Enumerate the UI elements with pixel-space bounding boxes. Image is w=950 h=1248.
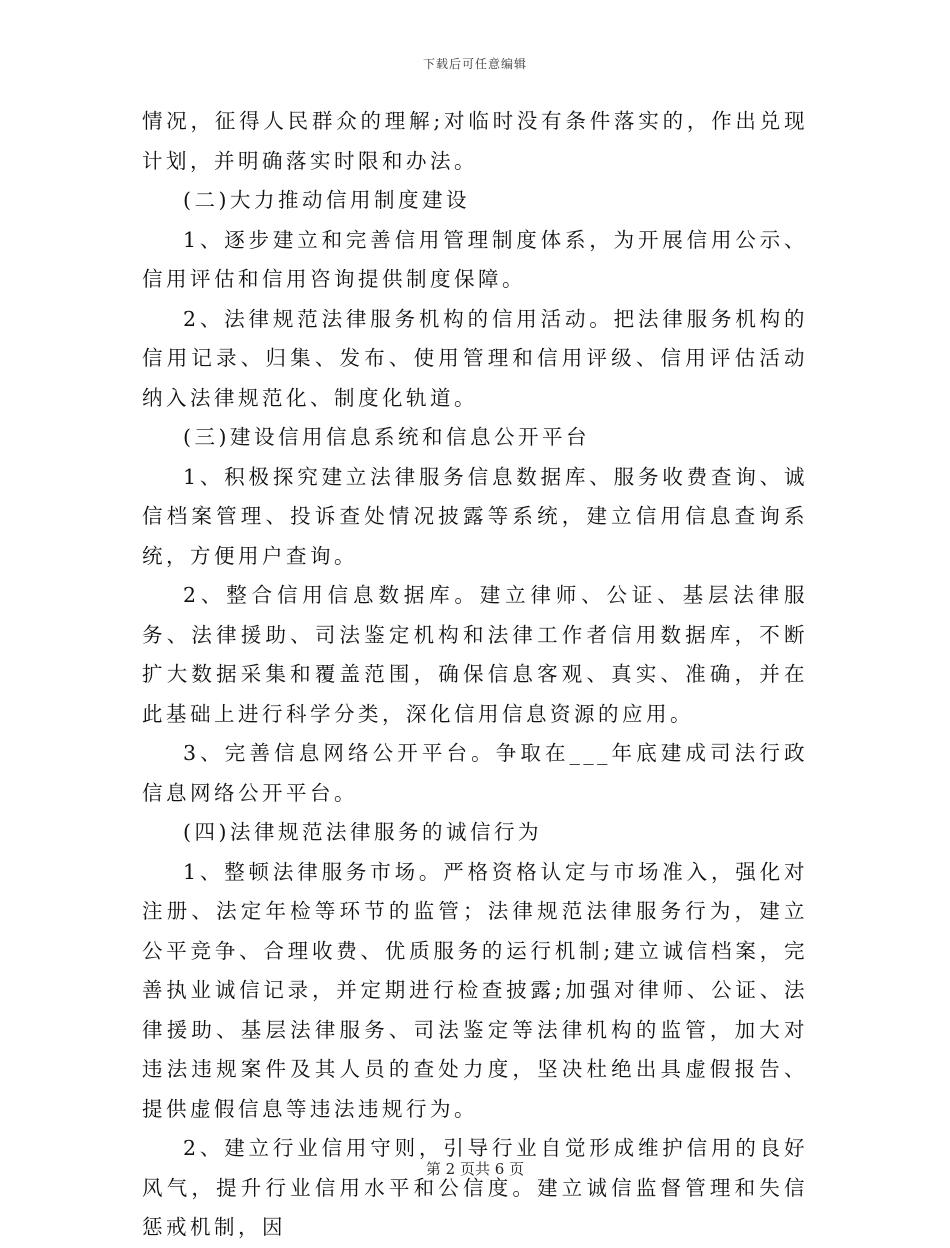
paragraph: 1、逐步建立和完善信用管理制度体系，为开展信用公示、信用评估和信用咨询提供制度保障。 xyxy=(142,227,808,291)
paragraph: 3、完善信息网络公开平台。争取在___年底建成司法行政信息网络公开平台。 xyxy=(142,741,808,805)
paragraph: 2、建立行业信用守则，引导行业自觉形成维护信用的良好风气，提升行业信用水平和公信度。建立诚信监督管理和失信惩戒机制，因 xyxy=(142,1136,808,1239)
paragraph: 2、法律规范法律服务机构的信用活动。把法律服务机构的信用记录、归集、发布、使用管理和信用评级、信用评估活动纳入法律规范化、制度化轨道。 xyxy=(142,306,808,410)
section-heading-2: (二)大力推动信用制度建设 xyxy=(183,188,470,212)
page-footer: 第 2 页共 6 页 xyxy=(425,1160,525,1178)
section-heading-3: (三)建设信用信息系统和信息公开平台 xyxy=(183,425,590,449)
page-header: 下载后可任意编辑 xyxy=(422,57,527,71)
paragraph-continuation: 情况，征得人民群众的理解;对临时没有条件落实的，作出兑现计划，并明确落实时限和办法。 xyxy=(142,109,808,173)
section-heading-4: (四)法律规范法律服务的诚信行为 xyxy=(183,820,542,844)
paragraph: 2、整合信用信息数据库。建立律师、公证、基层法律服务、法律援助、司法鉴定机构和法律工作者信用数据库，不断扩大数据采集和覆盖范围，确保信息客观、真实、准确，并在此基础上进行科学分类，深化信用信息资源的应用。 xyxy=(142,583,808,726)
paragraph: 1、整顿法律服务市场。严格资格认定与市场准入，强化对注册、法定年检等环节的监管；法律规范法律服务行为，建立公平竞争、合理收费、优质服务的运行机制;建立诚信档案，完善执业诚信记录，并定期进行检查披露;加强对律师、公证、法律援助、基层法律服务、司法鉴定等法律机构的监管，加大对违法违规案件及其人员的查处力度，坚决杜绝出具虚假报告、提供虚假信息等违法违规行为。 xyxy=(142,859,808,1121)
paragraph: 1、积极探究建立法律服务信息数据库、服务收费查询、诚信档案管理、投诉查处情况披露等系统，建立信用信息查询系统，方便用户查询。 xyxy=(142,464,808,568)
document-body xyxy=(142,102,808,1248)
